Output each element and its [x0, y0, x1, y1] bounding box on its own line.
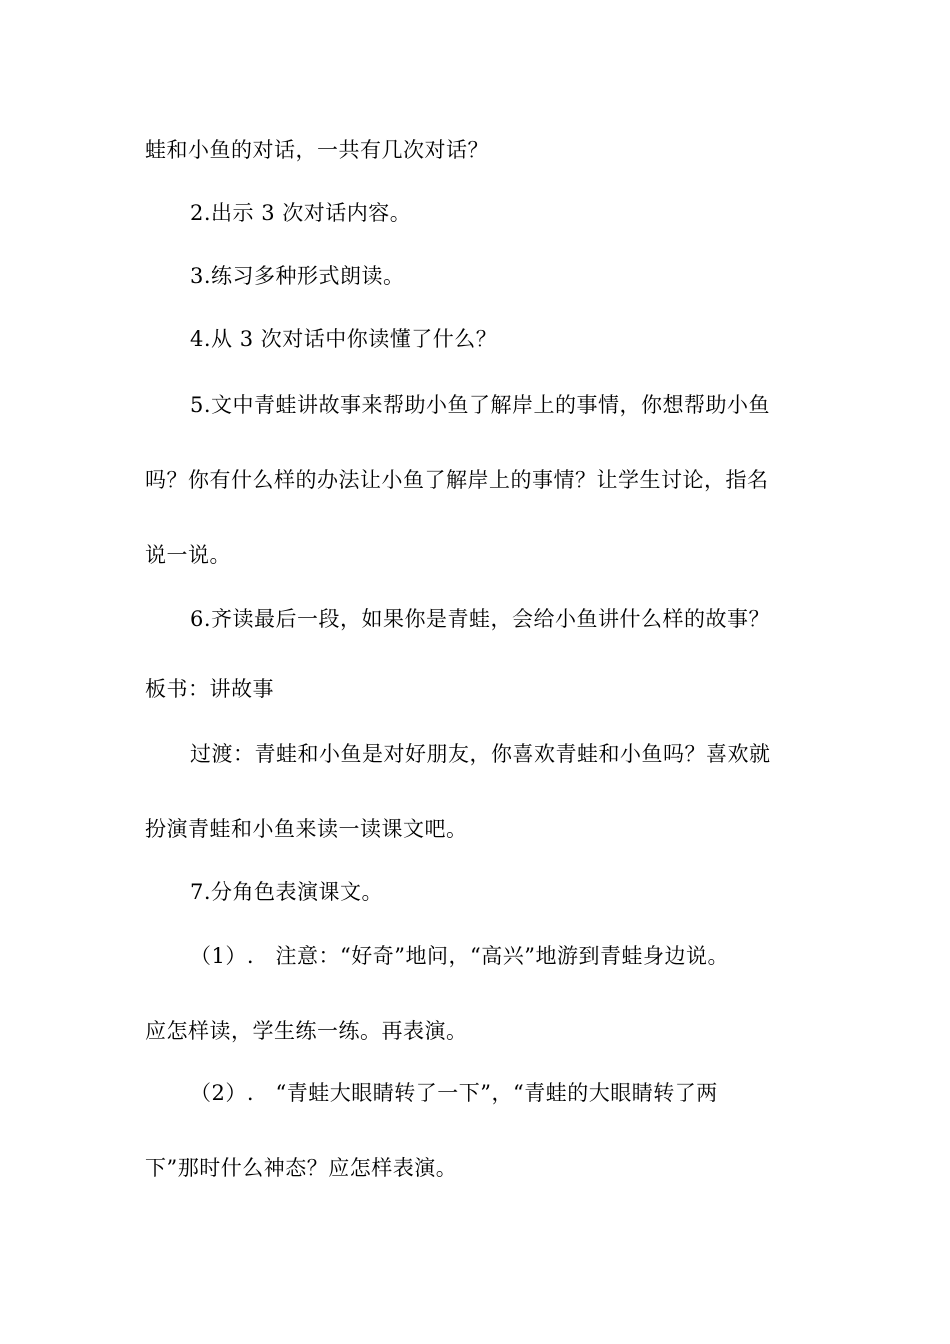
text-line-step-5-cont: 吗？你有什么样的办法让小鱼了解岸上的事情？让学生讨论，指名: [145, 468, 769, 492]
text-line-step-3: 3.练习多种形式朗读。: [190, 264, 405, 288]
text-line-step-4: 4.从 3 次对话中你读懂了什么？: [190, 327, 498, 351]
text-line-transition: 过渡：青蛙和小鱼是对好朋友，你喜欢青蛙和小鱼吗？喜欢就: [190, 742, 771, 766]
text-line-board-note: 板书：讲故事: [145, 677, 274, 701]
text-line-sub-2: （2）. “青蛙大眼睛转了一下”，“青蛙的大眼睛转了两: [190, 1081, 718, 1105]
text-line-continuation: 蛙和小鱼的对话，一共有几次对话？: [145, 138, 489, 162]
text-line-sub-1: （1）. 注意：“好奇”地问，“高兴”地游到青蛙身边说。: [190, 944, 729, 968]
text-line-step-2: 2.出示 3 次对话内容。: [190, 201, 412, 225]
text-line-sub-1-cont: 应怎样读，学生练一练。再表演。: [145, 1019, 468, 1043]
text-line-step-6: 6.齐读最后一段，如果你是青蛙，会给小鱼讲什么样的故事？: [190, 607, 771, 631]
text-line-sub-2-cont: 下”那时什么神态？应怎样表演。: [145, 1156, 458, 1180]
text-line-step-5: 5.文中青蛙讲故事来帮助小鱼了解岸上的事情，你想帮助小鱼: [190, 393, 771, 417]
text-line-step-5-end: 说一说。: [145, 543, 231, 567]
text-line-transition-cont: 扮演青蛙和小鱼来读一读课文吧。: [145, 817, 468, 841]
text-line-step-7: 7.分角色表演课文。: [190, 880, 384, 904]
